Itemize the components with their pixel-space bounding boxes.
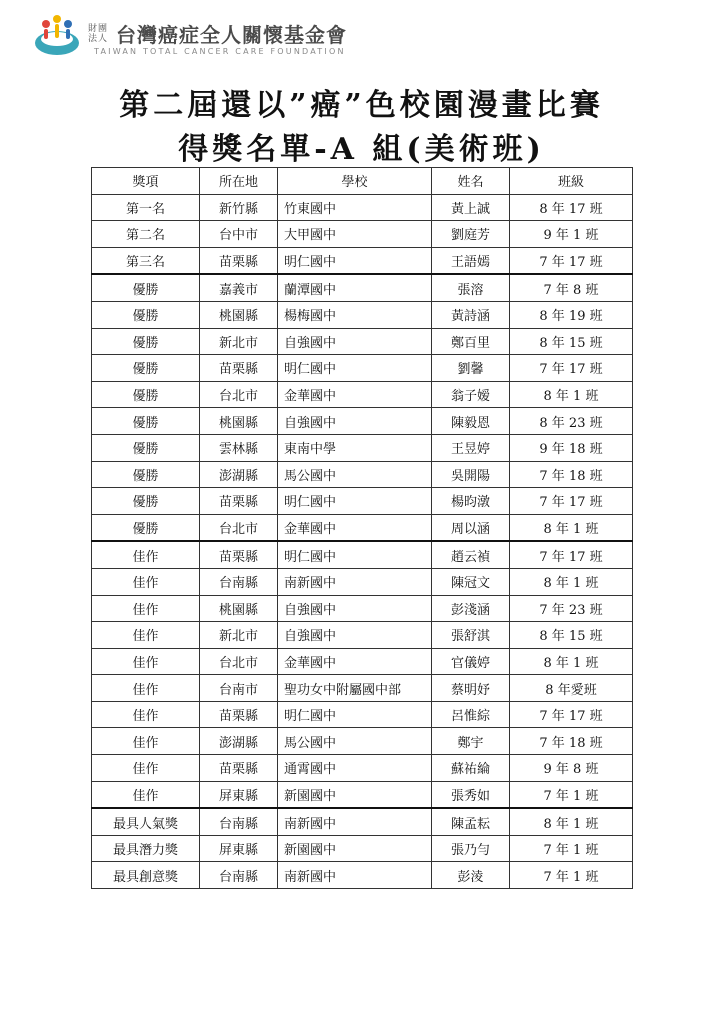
name-cell: 吳開陽: [432, 461, 510, 488]
school-cell: 南新國中: [278, 568, 432, 595]
class-cell: 8 年 1 班: [510, 381, 633, 408]
table-row: [92, 221, 633, 248]
table-row: [92, 568, 633, 595]
school-cell: 自強國中: [278, 408, 432, 435]
school-cell: 南新國中: [278, 808, 432, 835]
school-cell: 南新國中: [278, 862, 432, 889]
award-cell: 優勝: [92, 434, 200, 461]
class-cell: 7 年 23 班: [510, 595, 633, 622]
location-cell: 桃園縣: [200, 301, 278, 328]
table-row: [92, 755, 633, 782]
school-cell: 楊梅國中: [278, 301, 432, 328]
name-cell: 彭淩: [432, 862, 510, 889]
table-row: [92, 408, 633, 435]
column-header-class: 班級: [510, 168, 633, 195]
location-cell: 苗栗縣: [200, 541, 278, 568]
school-cell: 大甲國中: [278, 221, 432, 248]
award-cell: 佳作: [92, 701, 200, 728]
class-cell: 7 年 18 班: [510, 728, 633, 755]
award-cell: 第二名: [92, 221, 200, 248]
school-cell: 明仁國中: [278, 701, 432, 728]
award-cell: 第三名: [92, 247, 200, 274]
table-row: [92, 781, 633, 808]
location-cell: 苗栗縣: [200, 755, 278, 782]
table-row: [92, 622, 633, 649]
column-header-school: 學校: [278, 168, 432, 195]
school-cell: 竹東國中: [278, 194, 432, 221]
award-cell: 佳作: [92, 728, 200, 755]
location-cell: 台北市: [200, 381, 278, 408]
award-cell: 佳作: [92, 595, 200, 622]
class-cell: 7 年 1 班: [510, 862, 633, 889]
class-cell: 8 年 1 班: [510, 514, 633, 541]
award-cell: 優勝: [92, 514, 200, 541]
table-row: [92, 862, 633, 889]
award-cell: 最具創意獎: [92, 862, 200, 889]
table-row: [92, 381, 633, 408]
location-cell: 台北市: [200, 514, 278, 541]
name-cell: 翁子嫒: [432, 381, 510, 408]
class-cell: 7 年 17 班: [510, 541, 633, 568]
school-cell: 新園國中: [278, 835, 432, 862]
name-cell: 張舒淇: [432, 622, 510, 649]
school-cell: 明仁國中: [278, 355, 432, 382]
award-cell: 佳作: [92, 622, 200, 649]
school-cell: 自強國中: [278, 595, 432, 622]
table-row: [92, 488, 633, 515]
table-row: [92, 514, 633, 541]
location-cell: 屏東縣: [200, 835, 278, 862]
class-cell: 8 年 15 班: [510, 328, 633, 355]
name-cell: 趙云禎: [432, 541, 510, 568]
class-cell: 7 年 1 班: [510, 781, 633, 808]
class-cell: 7 年 17 班: [510, 701, 633, 728]
name-cell: 鄭百里: [432, 328, 510, 355]
name-cell: 蘇祐綸: [432, 755, 510, 782]
name-cell: 王昱婷: [432, 434, 510, 461]
location-cell: 澎湖縣: [200, 461, 278, 488]
location-cell: 嘉義市: [200, 274, 278, 301]
class-cell: 8 年 19 班: [510, 301, 633, 328]
name-cell: 蔡明妤: [432, 675, 510, 702]
location-cell: 新竹縣: [200, 194, 278, 221]
award-cell: 優勝: [92, 488, 200, 515]
class-cell: 7 年 1 班: [510, 835, 633, 862]
table-body: [92, 194, 633, 888]
class-cell: 9 年 1 班: [510, 221, 633, 248]
table-row: [92, 728, 633, 755]
name-cell: 劉庭芳: [432, 221, 510, 248]
school-cell: 明仁國中: [278, 247, 432, 274]
name-cell: 周以涵: [432, 514, 510, 541]
table-row: [92, 675, 633, 702]
location-cell: 台北市: [200, 648, 278, 675]
class-cell: 8 年 15 班: [510, 622, 633, 649]
location-cell: 台南縣: [200, 808, 278, 835]
school-cell: 明仁國中: [278, 541, 432, 568]
school-cell: 蘭潭國中: [278, 274, 432, 301]
award-cell: 優勝: [92, 274, 200, 301]
school-cell: 金華國中: [278, 514, 432, 541]
location-cell: 桃園縣: [200, 595, 278, 622]
school-cell: 聖功女中附屬國中部: [278, 675, 432, 702]
location-cell: 台中市: [200, 221, 278, 248]
foundation-logo: [32, 10, 352, 62]
table-row: [92, 194, 633, 221]
table-row: [92, 434, 633, 461]
location-cell: 台南市: [200, 675, 278, 702]
name-cell: 呂惟綜: [432, 701, 510, 728]
location-cell: 澎湖縣: [200, 728, 278, 755]
table-row: [92, 541, 633, 568]
class-cell: 7 年 17 班: [510, 355, 633, 382]
name-cell: 鄭宇: [432, 728, 510, 755]
award-cell: 佳作: [92, 568, 200, 595]
name-cell: 張秀如: [432, 781, 510, 808]
name-cell: 張溶: [432, 274, 510, 301]
location-cell: 台南縣: [200, 862, 278, 889]
name-cell: 楊昀潡: [432, 488, 510, 515]
class-cell: 7 年 17 班: [510, 247, 633, 274]
school-cell: 自強國中: [278, 622, 432, 649]
award-cell: 佳作: [92, 675, 200, 702]
table-row: [92, 701, 633, 728]
class-cell: 8 年 1 班: [510, 568, 633, 595]
class-cell: 9 年 18 班: [510, 434, 633, 461]
school-cell: 馬公國中: [278, 461, 432, 488]
class-cell: 7 年 8 班: [510, 274, 633, 301]
school-cell: 通霄國中: [278, 755, 432, 782]
org-name: 台灣癌症全人關懷基金會: [116, 23, 347, 47]
name-cell: 陳冠文: [432, 568, 510, 595]
class-cell: 8 年 1 班: [510, 808, 633, 835]
location-cell: 新北市: [200, 328, 278, 355]
class-cell: 8 年 23 班: [510, 408, 633, 435]
table-row: [92, 328, 633, 355]
award-cell: 佳作: [92, 755, 200, 782]
award-cell: 優勝: [92, 301, 200, 328]
table-row: [92, 301, 633, 328]
award-cell: 佳作: [92, 541, 200, 568]
award-cell: 優勝: [92, 381, 200, 408]
award-cell: 優勝: [92, 461, 200, 488]
class-cell: 8 年愛班: [510, 675, 633, 702]
location-cell: 屏東縣: [200, 781, 278, 808]
school-cell: 自強國中: [278, 328, 432, 355]
org-type-label: 財團法人: [88, 24, 109, 44]
school-cell: 金華國中: [278, 648, 432, 675]
award-cell: 第一名: [92, 194, 200, 221]
school-cell: 馬公國中: [278, 728, 432, 755]
class-cell: 8 年 1 班: [510, 648, 633, 675]
table-row: [92, 835, 633, 862]
class-cell: 7 年 17 班: [510, 488, 633, 515]
award-cell: 佳作: [92, 648, 200, 675]
award-cell: 優勝: [92, 328, 200, 355]
class-cell: 8 年 17 班: [510, 194, 633, 221]
class-cell: 9 年 8 班: [510, 755, 633, 782]
name-cell: 黃詩涵: [432, 301, 510, 328]
name-cell: 官儀婷: [432, 648, 510, 675]
winners-table: [91, 167, 633, 889]
table-row: [92, 808, 633, 835]
award-cell: 佳作: [92, 781, 200, 808]
name-cell: 王語嫣: [432, 247, 510, 274]
location-cell: 苗栗縣: [200, 701, 278, 728]
column-header-award: 獎項: [92, 168, 200, 195]
name-cell: 黃上誠: [432, 194, 510, 221]
table-row: [92, 355, 633, 382]
table-row: [92, 595, 633, 622]
table-header-row: [92, 168, 633, 195]
table-row: [92, 461, 633, 488]
class-cell: 7 年 18 班: [510, 461, 633, 488]
school-cell: 明仁國中: [278, 488, 432, 515]
foundation-logo-icon: [32, 10, 82, 60]
table-row: [92, 274, 633, 301]
table-row: [92, 247, 633, 274]
school-cell: 金華國中: [278, 381, 432, 408]
location-cell: 苗栗縣: [200, 488, 278, 515]
column-header-location: 所在地: [200, 168, 278, 195]
award-cell: 最具人氣獎: [92, 808, 200, 835]
location-cell: 苗栗縣: [200, 355, 278, 382]
name-cell: 張乃勻: [432, 835, 510, 862]
name-cell: 彭淺涵: [432, 595, 510, 622]
location-cell: 雲林縣: [200, 434, 278, 461]
location-cell: 苗栗縣: [200, 247, 278, 274]
award-cell: 最具潛力獎: [92, 835, 200, 862]
org-english-name: TAIWAN TOTAL CANCER CARE FOUNDATION: [94, 47, 346, 56]
table-row: [92, 648, 633, 675]
name-cell: 劉馨: [432, 355, 510, 382]
name-cell: 陳毅恩: [432, 408, 510, 435]
award-cell: 優勝: [92, 355, 200, 382]
award-cell: 優勝: [92, 408, 200, 435]
location-cell: 桃園縣: [200, 408, 278, 435]
page-subtitle: 得獎名單-A 組(美術班): [178, 132, 545, 167]
school-cell: 新園國中: [278, 781, 432, 808]
column-header-name: 姓名: [432, 168, 510, 195]
page-title: 第二屆還以”癌”色校園漫畫比賽: [119, 88, 604, 123]
name-cell: 陳孟耘: [432, 808, 510, 835]
school-cell: 東南中學: [278, 434, 432, 461]
location-cell: 新北市: [200, 622, 278, 649]
location-cell: 台南縣: [200, 568, 278, 595]
